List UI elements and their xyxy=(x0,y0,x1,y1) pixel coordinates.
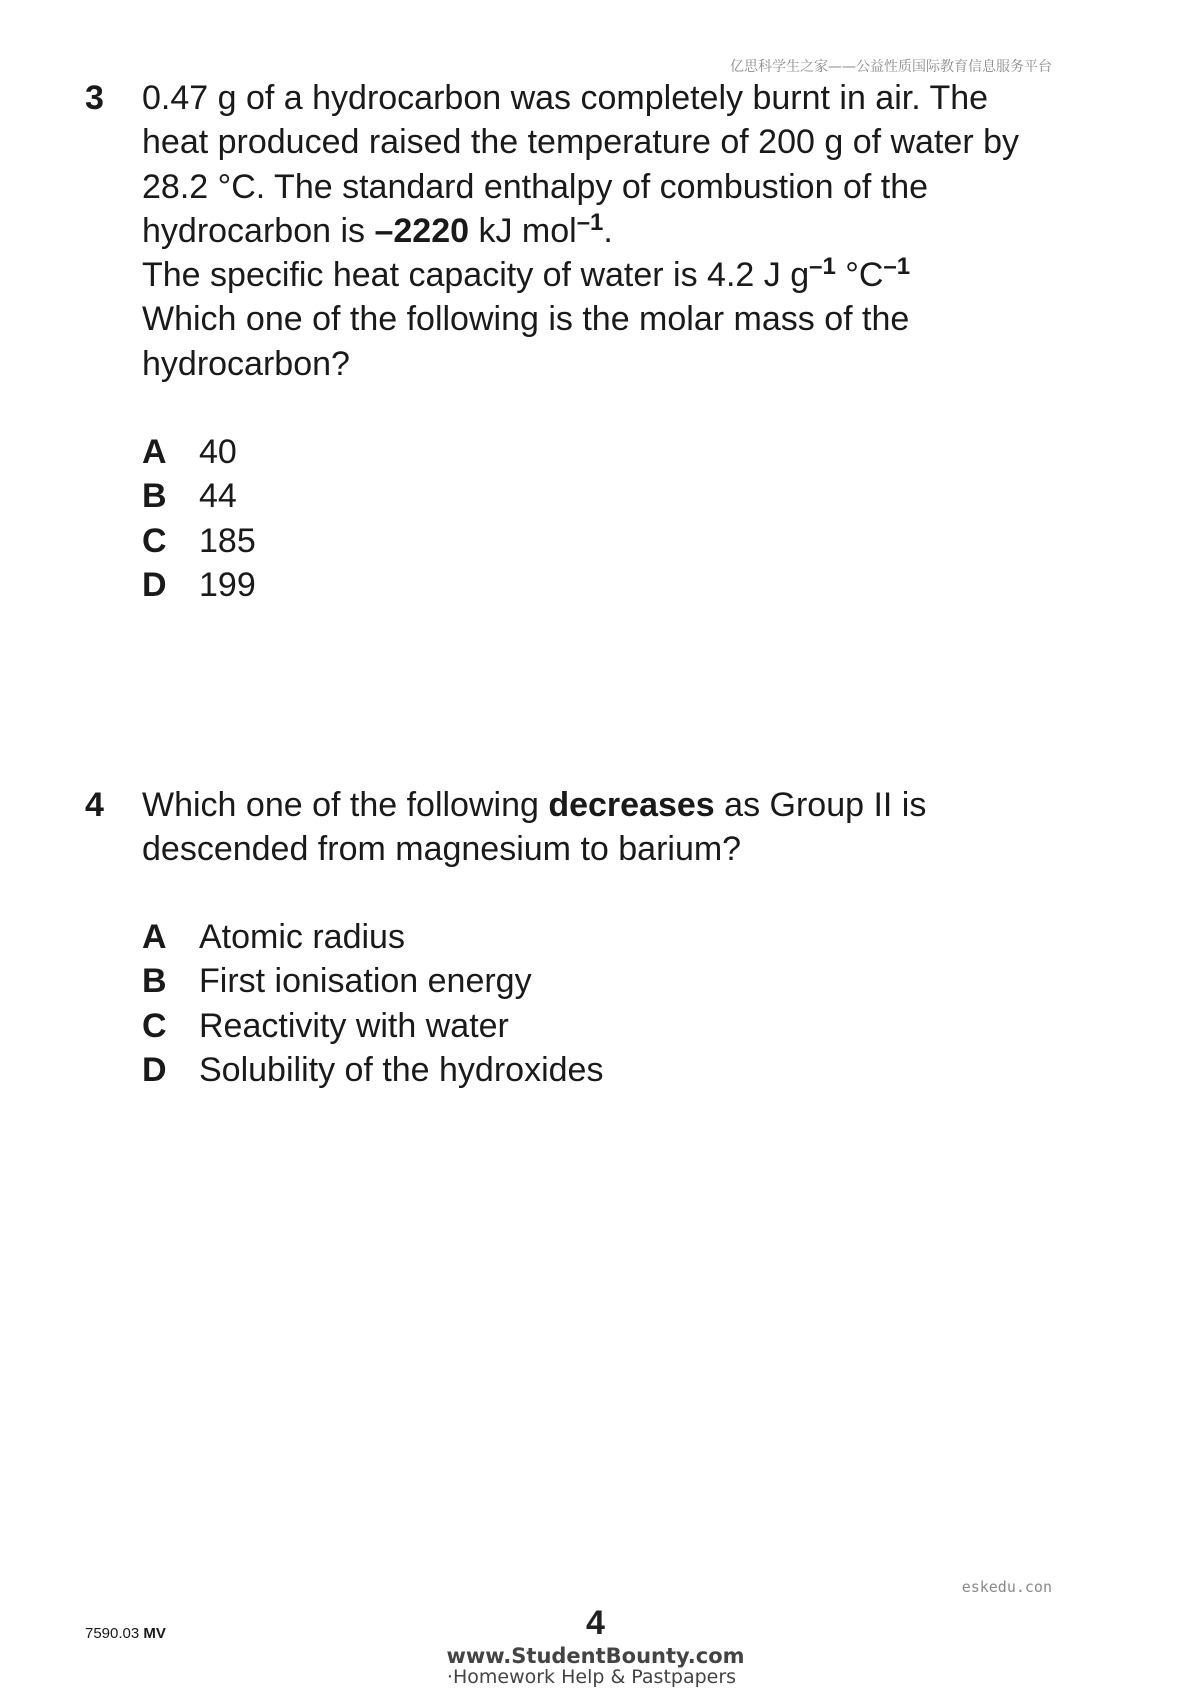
studentbounty-logo xyxy=(0,1645,1191,1687)
stem-line: 0.47 g of a hydrocarbon was completely burnt in air. The xyxy=(142,79,989,117)
stem-line: Which one of the following is the molar mass of the xyxy=(142,300,910,339)
option-text: 44 xyxy=(199,477,237,516)
question-number: 3 xyxy=(85,79,104,117)
option-d[interactable] xyxy=(142,563,256,607)
page-number: 4 xyxy=(586,1604,605,1642)
stem-text: The specific heat capacity of water is 4.2 J g xyxy=(142,256,810,295)
option-letter: A xyxy=(142,433,167,471)
stem-line: heat produced raised the temperature of 200 g of water by xyxy=(142,123,1019,162)
stem-line xyxy=(142,209,1102,253)
superscript: –1 xyxy=(809,253,836,281)
stem-line xyxy=(142,253,1102,297)
superscript: –1 xyxy=(883,253,911,281)
question-stem xyxy=(142,76,1102,386)
stem-line xyxy=(142,783,1102,827)
option-c[interactable] xyxy=(142,1004,603,1048)
option-letter: D xyxy=(142,1050,167,1089)
option-b[interactable] xyxy=(142,959,603,1003)
option-letter: C xyxy=(142,1006,167,1045)
stem-text: as Group II is xyxy=(714,786,927,824)
option-text: Reactivity with water xyxy=(199,1006,509,1045)
header-watermark: 亿思科学生之家——公益性质国际教育信息服务平台 xyxy=(730,59,1052,75)
question-number: 4 xyxy=(85,786,104,824)
option-letter: B xyxy=(142,962,167,1001)
option-a[interactable] xyxy=(142,430,256,474)
stem-line: 28.2 °C. The standard enthalpy of combustion of the xyxy=(142,167,929,206)
option-letter: C xyxy=(142,521,167,560)
answer-options xyxy=(142,915,603,1092)
option-text: Solubility of the hydroxides xyxy=(199,1050,604,1089)
option-text: 199 xyxy=(199,565,256,604)
stem-text: . xyxy=(603,211,613,250)
option-letter: A xyxy=(142,918,167,956)
stem-line: hydrocarbon? xyxy=(142,344,350,383)
option-text: 185 xyxy=(199,521,256,560)
stem-line: descended from magnesium to barium? xyxy=(142,830,742,869)
stem-text: kJ mol xyxy=(469,211,577,250)
option-text: Atomic radius xyxy=(199,918,405,956)
stem-text: hydrocarbon is xyxy=(142,211,375,250)
option-a[interactable] xyxy=(142,915,603,959)
paper-code-suffix: MV xyxy=(143,1625,166,1642)
question-stem xyxy=(142,783,1102,872)
option-letter: D xyxy=(142,565,167,604)
logo-url: www.StudentBounty.com xyxy=(446,1644,745,1668)
option-b[interactable] xyxy=(142,474,256,518)
emphasis-decreases: decreases xyxy=(548,786,715,824)
option-c[interactable] xyxy=(142,519,256,563)
logo-tagline: ·Homework Help & Pastpapers xyxy=(446,1666,737,1688)
option-text: First ionisation energy xyxy=(199,962,532,1001)
option-d[interactable] xyxy=(142,1048,603,1092)
stem-text: °C xyxy=(835,256,884,295)
enthalpy-value: –2220 xyxy=(374,211,470,250)
stem-text: Which one of the following xyxy=(142,786,549,824)
option-text: 40 xyxy=(199,433,237,471)
answer-options xyxy=(142,430,256,607)
superscript: –1 xyxy=(576,208,604,236)
paper-code-number: 7590.03 xyxy=(85,1625,140,1642)
option-letter: B xyxy=(142,477,167,516)
site-watermark: eskedu.con xyxy=(961,1578,1052,1596)
